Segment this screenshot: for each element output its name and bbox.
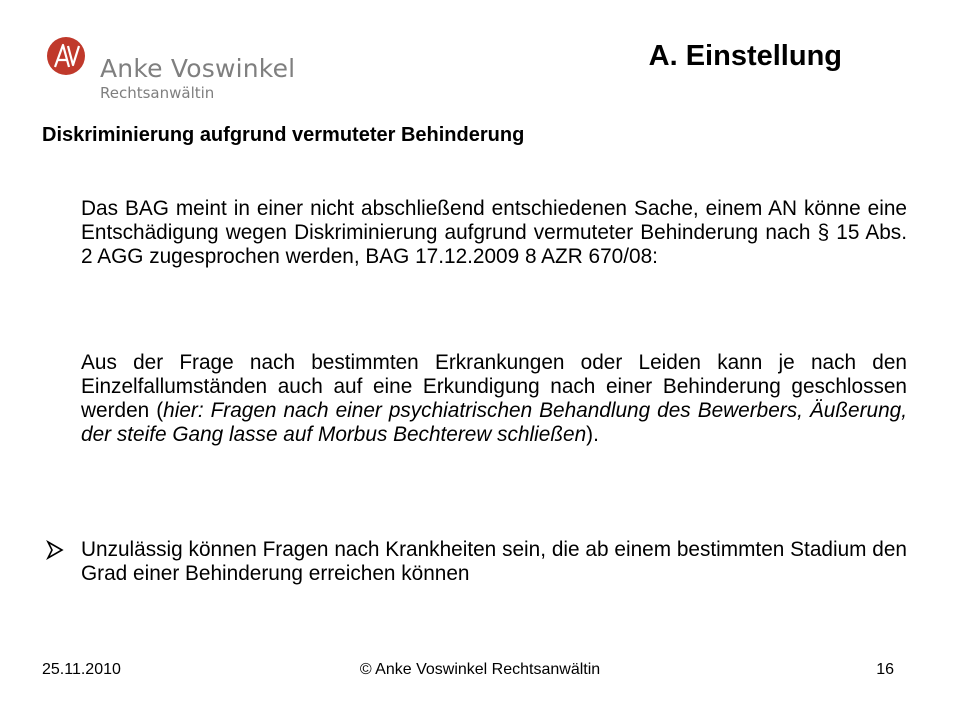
paragraph-inquiry-tail: ).: [586, 423, 599, 446]
paragraph-inquiry-lead: Aus der Frage nach bestimmten Erkrankungen oder Leiden kann je nach den Einzelfallumständen auch auf eine Erkundigung nach einer Behinderung geschlossen werden (: [81, 351, 907, 422]
arrowhead-bullet-icon: [46, 540, 64, 560]
paragraph-inquiry-example: hier: Fragen nach einer psychiatrischen Behandlung des Bewerbers, Äußerung, der steife Gang lasse auf Morbus Bechterew schließen: [81, 399, 907, 446]
slide-title: A. Einstellung: [648, 40, 842, 72]
paragraph-inquiry: [81, 351, 907, 447]
logo-name: Anke Voswinkel: [100, 54, 296, 83]
logo-monogram-icon: [46, 36, 86, 76]
logo: [46, 36, 306, 108]
footer-date: 25.11.2010: [42, 661, 121, 678]
logo-subtitle: Rechtsanwältin: [100, 84, 215, 102]
paragraph-bag-decision: Das BAG meint in einer nicht abschließend entschiedenen Sache, einem AN könne eine Entschädigung wegen Diskriminierung aufgrund vermuteter Behinderung nach § 15 Abs. 2 AGG zugesprochen werden, BAG 17.12.2009 8 AZR 670/08:: [81, 197, 907, 268]
slide-subtitle: Diskriminierung aufgrund vermuteter Behinderung: [42, 124, 525, 146]
bullet-text: Unzulässig können Fragen nach Krankheiten sein, die ab einem bestimmten Stadium den Grad einer Behinderung erreichen können: [81, 538, 907, 585]
footer-copyright: © Anke Voswinkel Rechtsanwältin: [359, 661, 601, 678]
footer-page-number: 16: [876, 661, 894, 678]
